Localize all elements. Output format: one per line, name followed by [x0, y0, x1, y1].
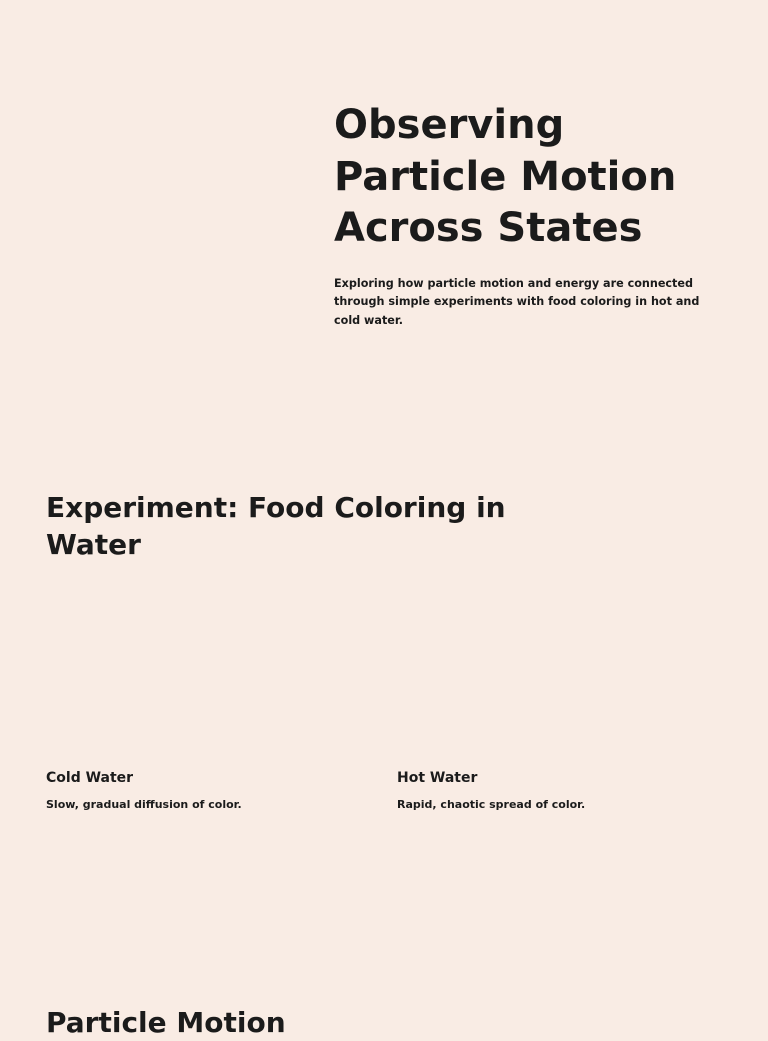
- cold-water-title: Cold Water: [46, 770, 134, 786]
- hot-water-card: [397, 770, 717, 812]
- particle-motion-section-title: Particle Motion: [46, 1006, 286, 1039]
- experiment-section-title: Experiment: Food Coloring in Water: [46, 491, 506, 561]
- page-title: Observing Particle Motion Across States: [334, 102, 677, 251]
- hero-section: [334, 100, 734, 330]
- hot-water-title: Hot Water: [397, 770, 478, 786]
- hot-water-description: Rapid, chaotic spread of color.: [397, 798, 586, 811]
- page-subtitle: Exploring how particle motion and energy are connected through simple experiments with food coloring in hot and cold water.: [334, 276, 700, 327]
- cold-water-card: [46, 770, 366, 812]
- cold-water-description: Slow, gradual diffusion of color.: [46, 798, 242, 811]
